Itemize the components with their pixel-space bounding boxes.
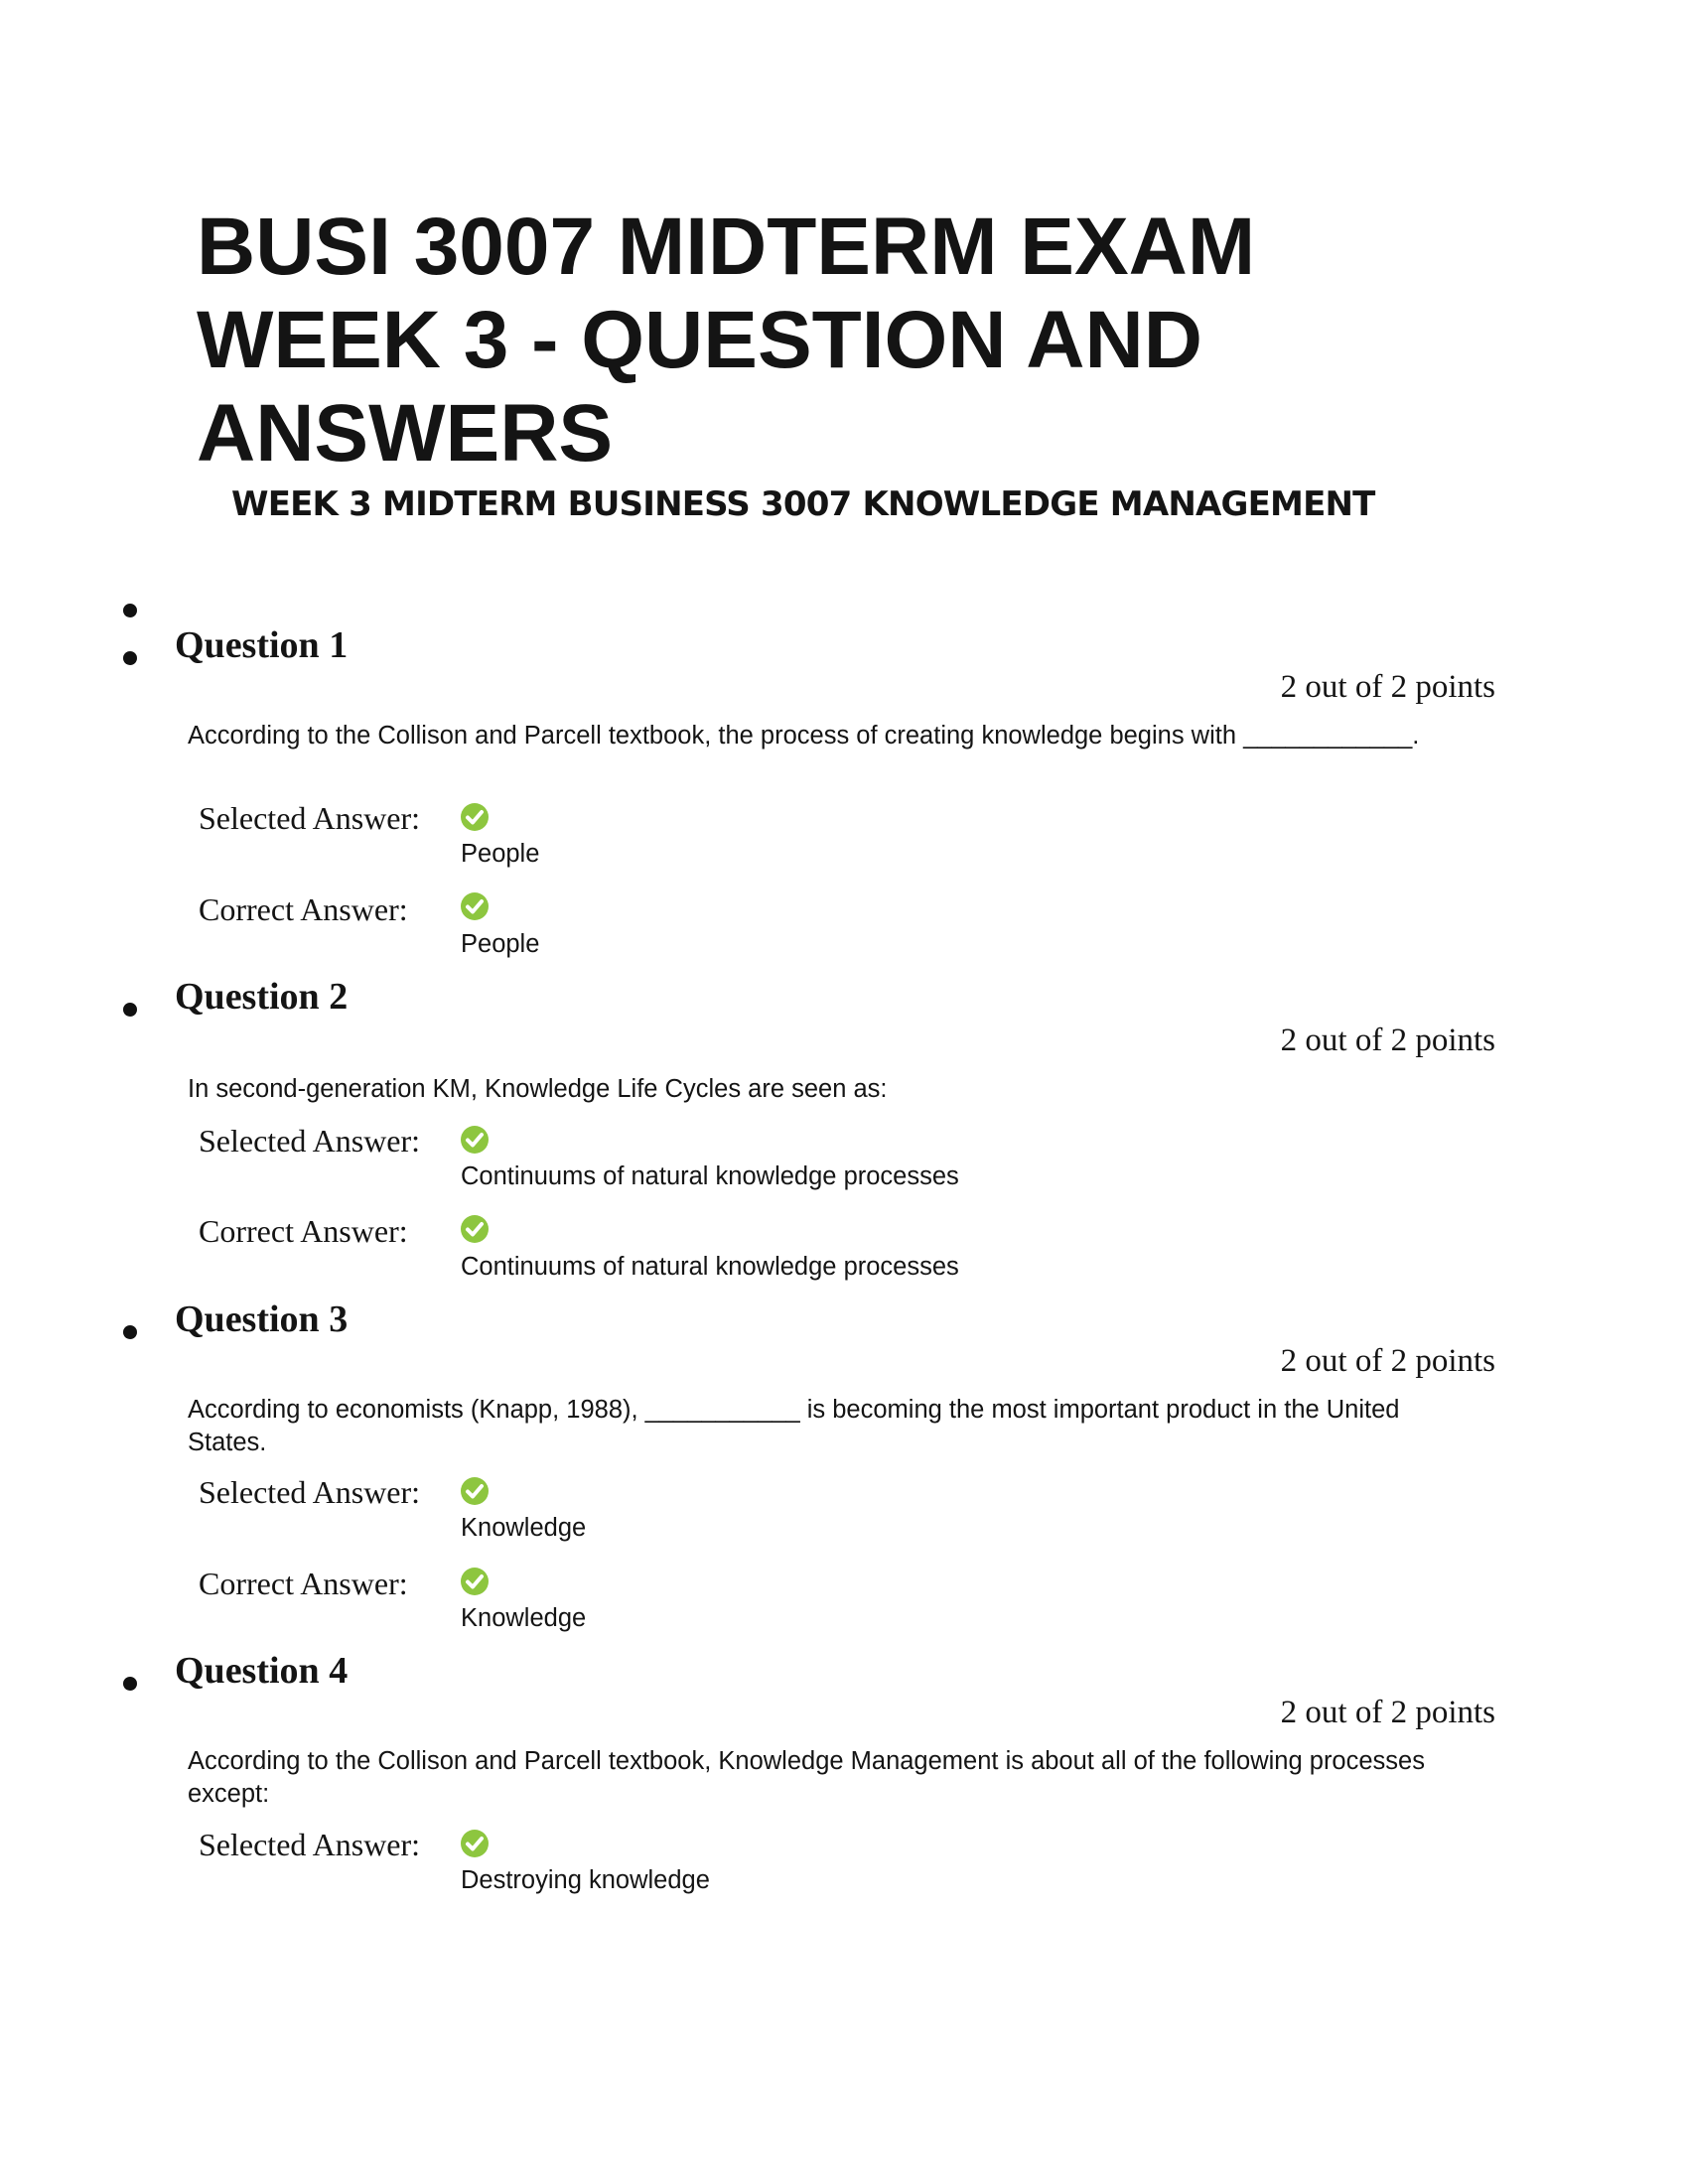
question-text: According to the Collison and Parcell textbook, Knowledge Management is about all of the following processes except: [188,1747,1425,1808]
correct-answer-label: Correct Answer: [199,1213,408,1249]
selected-answer-value: People [461,840,540,868]
check-circle-icon [460,1829,490,1858]
check-circle-icon [460,1476,490,1506]
list-bullet [123,1325,137,1339]
document-subtitle: WEEK 3 MIDTERM BUSINESS 3007 KNOWLEDGE MANAGEMENT [231,484,1375,524]
list-bullet [123,1677,137,1691]
selected-answer-label: Selected Answer: [199,1474,421,1510]
question-text: According to economists (Knapp, 1988), ___________ is becoming the most important product in the United States. [188,1396,1400,1456]
selected-answer-value: Knowledge [461,1514,587,1542]
question-text: In second-generation KM, Knowledge Life Cycles are seen as: [188,1075,888,1103]
question-points: 2 out of 2 points [1280,1695,1495,1730]
selected-answer-value: Continuums of natural knowledge processes [461,1162,959,1190]
question-title: Question 2 [175,976,349,1018]
check-circle-icon [460,1125,490,1155]
check-circle-icon [460,891,490,921]
correct-answer-label: Correct Answer: [199,891,408,927]
question-text: According to the Collison and Parcell textbook, the process of creating knowledge begins with ____________. [188,722,1420,750]
empty-list-bullet [123,604,137,617]
list-bullet [123,1003,137,1017]
check-circle-icon [460,1567,490,1596]
title-line-3: ANSWERS [197,388,614,478]
check-circle-icon [460,1214,490,1244]
question-points: 2 out of 2 points [1280,669,1495,705]
document-title [197,201,1537,480]
correct-answer-value: Knowledge [461,1604,587,1632]
selected-answer-value: Destroying knowledge [461,1866,710,1894]
selected-answer-label: Selected Answer: [199,1827,421,1862]
selected-answer-label: Selected Answer: [199,1123,421,1159]
correct-answer-label: Correct Answer: [199,1566,408,1601]
correct-answer-value: People [461,930,540,958]
title-line-2: WEEK 3 - QUESTION AND [197,295,1202,385]
list-bullet [123,651,137,665]
check-circle-icon [460,802,490,832]
question-points: 2 out of 2 points [1280,1023,1495,1058]
correct-answer-value: Continuums of natural knowledge processes [461,1253,959,1281]
question-title: Question 4 [175,1650,349,1692]
title-line-1: BUSI 3007 MIDTERM EXAM [197,202,1256,292]
selected-answer-label: Selected Answer: [199,800,421,836]
question-title: Question 1 [175,624,349,666]
question-title: Question 3 [175,1298,349,1340]
question-points: 2 out of 2 points [1280,1343,1495,1379]
